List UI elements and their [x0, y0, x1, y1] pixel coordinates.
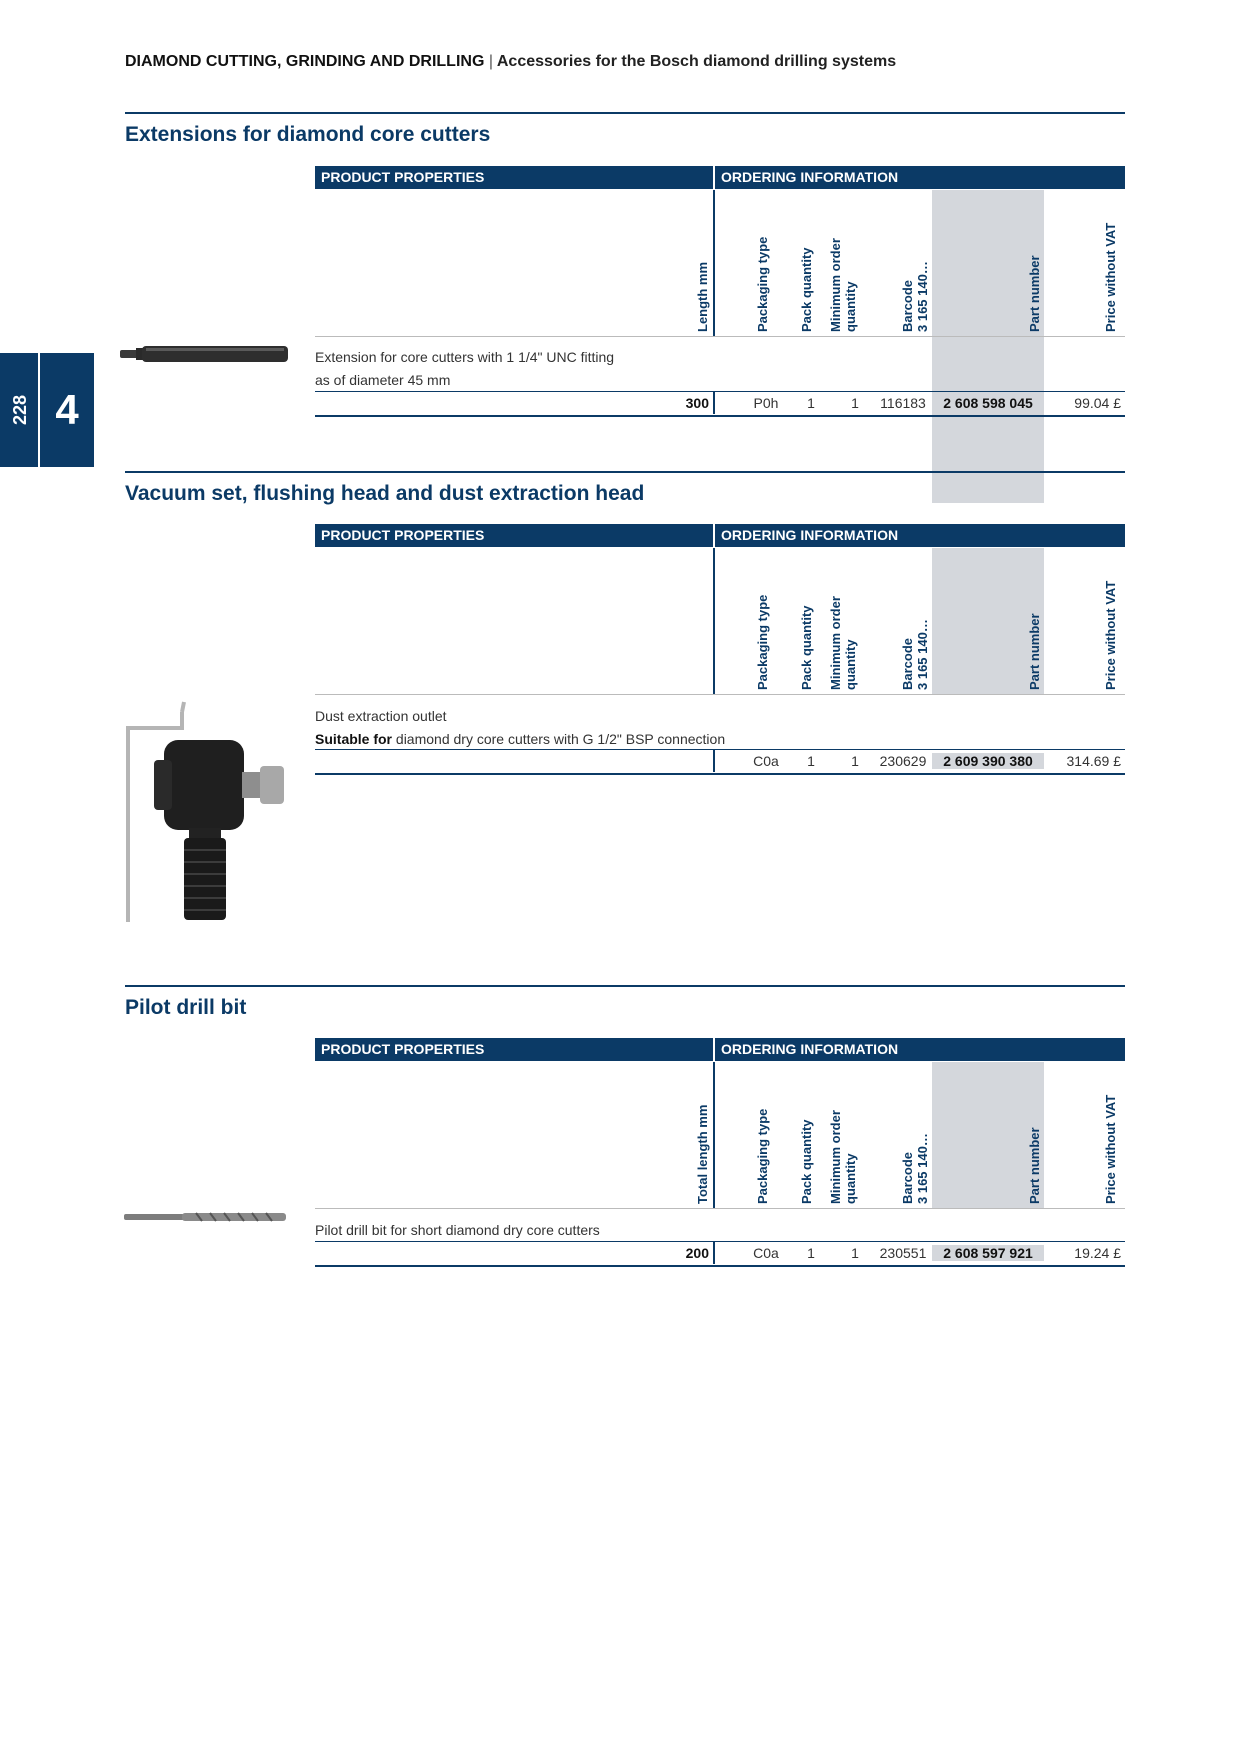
- col-packaging: Packaging type: [755, 594, 770, 690]
- ordering-information-header: ORDERING INFORMATION: [715, 1038, 1125, 1061]
- col-length: Length mm: [695, 261, 710, 332]
- col-barcode: Barcode 3 165 140…: [900, 1133, 930, 1204]
- section-rule: [125, 985, 1125, 987]
- header-bottom-line: [315, 336, 1125, 337]
- col-part-number: Part number: [1027, 1127, 1042, 1204]
- part-number-value: 2 608 598 045: [943, 395, 1033, 411]
- header-separator: |: [488, 53, 493, 70]
- header-bottom-line: [315, 1208, 1125, 1209]
- row-top-line: [315, 749, 1125, 750]
- col-price: Price without VAT: [1103, 222, 1118, 332]
- chapter-tab: [0, 353, 94, 467]
- dust-extraction-head-image: [124, 700, 294, 925]
- page-number: 228: [10, 394, 30, 426]
- column-divider: [713, 1062, 715, 1208]
- pack-qty-value: 1: [807, 395, 815, 411]
- section-title: Extensions for diamond core cutters: [125, 123, 491, 146]
- header-main: DIAMOND CUTTING, GRINDING AND DRILLING: [125, 53, 485, 70]
- ordering-table-2: [315, 524, 1125, 774]
- col-part-number: Part number: [1027, 613, 1042, 690]
- product-properties-header: PRODUCT PROPERTIES: [315, 1038, 713, 1061]
- min-order-value: 1: [851, 753, 859, 769]
- row-divider: [713, 750, 715, 772]
- product-properties-header: PRODUCT PROPERTIES: [315, 524, 713, 547]
- packaging-value: C0a: [753, 1245, 779, 1261]
- section-title: Vacuum set, flushing head and dust extraction head: [125, 482, 645, 505]
- ordering-information-header: ORDERING INFORMATION: [715, 166, 1125, 189]
- section-rule: [125, 112, 1125, 114]
- barcode-value: 230629: [879, 753, 927, 769]
- chapter-number: 4: [55, 386, 79, 433]
- col-min-order: Minimum order quantity: [828, 238, 858, 332]
- col-pack-qty: Pack quantity: [799, 605, 814, 690]
- product-properties-header: PRODUCT PROPERTIES: [315, 166, 713, 189]
- min-order-value: 1: [851, 395, 859, 411]
- product-description-line-2: Suitable for diamond dry core cutters with G 1/2" BSP connection: [315, 731, 726, 747]
- ordering-table-3: [315, 1038, 1125, 1268]
- row-divider: [713, 1242, 715, 1264]
- col-min-order: Minimum order quantity: [828, 1110, 858, 1204]
- col-packaging: Packaging type: [755, 236, 770, 332]
- column-divider: [713, 548, 715, 694]
- price-value: 99.04 £: [1074, 395, 1121, 411]
- product-description-line-1: Dust extraction outlet: [315, 708, 447, 724]
- col-price: Price without VAT: [1103, 580, 1118, 690]
- col-barcode: Barcode 3 165 140…: [900, 261, 930, 332]
- row-bottom-line: [315, 1265, 1125, 1267]
- col-packaging: Packaging type: [755, 1108, 770, 1204]
- part-number-value: 2 609 390 380: [932, 753, 1044, 769]
- packaging-value: C0a: [753, 753, 779, 769]
- header-sub: Accessories for the Bosch diamond drilling systems: [496, 53, 897, 70]
- length-value: 300: [685, 395, 709, 411]
- product-description-line-1: Extension for core cutters with 1 1/4" UNC fitting: [315, 349, 615, 365]
- row-top-line: [315, 391, 1125, 392]
- barcode-value: 230551: [879, 1245, 927, 1261]
- row-bottom-line: [315, 415, 1125, 417]
- part-number-value: 2 608 597 921: [932, 1245, 1044, 1261]
- page-header: [125, 53, 896, 71]
- row-divider: [713, 392, 715, 414]
- packaging-value: P0h: [753, 395, 779, 411]
- row-bottom-line: [315, 773, 1125, 775]
- col-pack-qty: Pack quantity: [799, 1119, 814, 1204]
- product-description-line-1: Pilot drill bit for short diamond dry core cutters: [315, 1222, 600, 1238]
- col-barcode: Barcode 3 165 140…: [900, 619, 930, 690]
- section-title: Pilot drill bit: [125, 996, 247, 1019]
- pack-qty-value: 1: [807, 1245, 815, 1261]
- col-min-order: Minimum order quantity: [828, 596, 858, 690]
- pilot-drill-bit-image: [124, 1210, 290, 1224]
- pack-qty-value: 1: [807, 753, 815, 769]
- min-order-value: 1: [851, 1245, 859, 1261]
- col-pack-qty: Pack quantity: [799, 247, 814, 332]
- extension-rod-image: [120, 343, 290, 365]
- price-value: 19.24 £: [1074, 1245, 1121, 1261]
- header-bottom-line: [315, 694, 1125, 695]
- section-rule: [125, 471, 1125, 473]
- length-value: 200: [685, 1245, 709, 1261]
- row-top-line: [315, 1241, 1125, 1242]
- ordering-information-header: ORDERING INFORMATION: [715, 524, 1125, 547]
- ordering-table-1: [315, 166, 1125, 416]
- price-value: 314.69 £: [1066, 753, 1121, 769]
- col-total-length: Total length mm: [695, 1104, 710, 1204]
- col-price: Price without VAT: [1103, 1094, 1118, 1204]
- product-description-line-2: as of diameter 45 mm: [315, 372, 451, 388]
- column-divider: [713, 190, 715, 336]
- barcode-value: 116183: [880, 395, 926, 411]
- col-part-number: Part number: [1027, 255, 1042, 332]
